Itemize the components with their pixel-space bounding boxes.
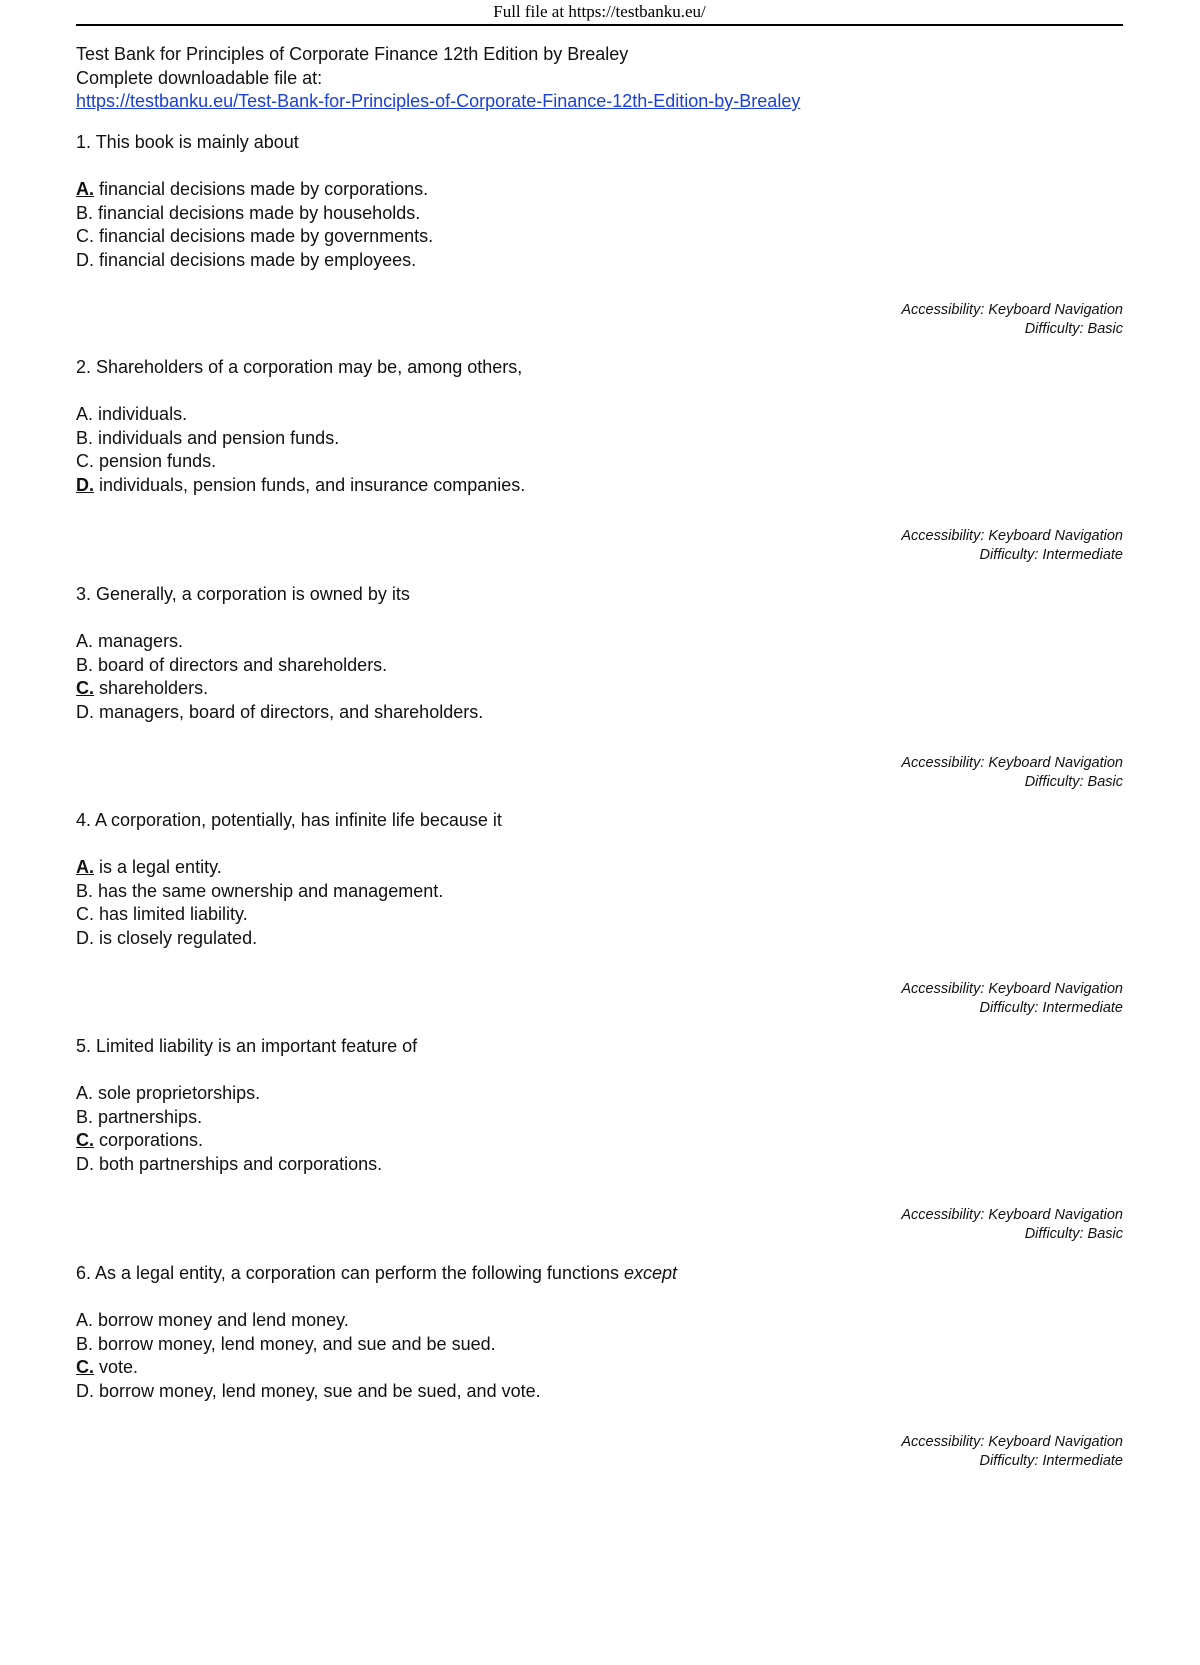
option-c	[76, 1129, 1123, 1153]
question-meta	[623, 527, 1123, 565]
option-c	[76, 677, 1123, 701]
difficulty-label: Difficulty: Intermediate	[979, 547, 1123, 563]
option-letter-correct: A.	[76, 179, 94, 199]
option-text: pension funds.	[94, 451, 217, 471]
question-meta	[623, 301, 1123, 339]
question-stem: 1. This book is mainly about	[76, 132, 299, 152]
option-text: board of directors and shareholders.	[93, 654, 388, 675]
option-text: corporations.	[94, 1130, 204, 1150]
option-c	[76, 903, 1123, 927]
option-text: financial decisions made by corporations.	[94, 179, 429, 199]
question-2	[76, 356, 1123, 563]
question-4	[76, 809, 1123, 1016]
option-text: borrow money and lend money.	[93, 1310, 349, 1330]
option-text: both partnerships and corporations.	[94, 1153, 383, 1174]
answer-options	[76, 1309, 1123, 1403]
option-letter: D.	[76, 1380, 94, 1401]
answer-options	[76, 403, 1123, 497]
option-text: borrow money, lend money, sue and be sued, and vote.	[94, 1380, 541, 1401]
option-a	[76, 403, 1123, 427]
question-stem-text: 6. As a legal entity, a corporation can perform the following functions	[76, 1263, 624, 1283]
option-text: is closely regulated.	[94, 927, 258, 948]
accessibility-label: Accessibility: Keyboard Navigation	[901, 528, 1123, 544]
option-letter: B.	[76, 1333, 94, 1354]
question-stem: 3. Generally, a corporation is owned by its	[76, 584, 410, 604]
question-stem	[76, 1262, 1123, 1286]
option-letter: B.	[76, 1106, 94, 1127]
question-1	[76, 131, 1123, 337]
option-d	[76, 701, 1123, 725]
difficulty-label: Difficulty: Basic	[1024, 1226, 1123, 1242]
option-text: managers.	[93, 631, 184, 651]
question-stem: 5. Limited liability is an important feature of	[76, 1036, 418, 1056]
option-text: individuals and pension funds.	[93, 427, 340, 448]
option-a	[76, 630, 1123, 654]
accessibility-label: Accessibility: Keyboard Navigation	[901, 981, 1123, 997]
option-c	[76, 1356, 1123, 1380]
option-text: partnerships.	[93, 1106, 203, 1127]
answer-options	[76, 630, 1123, 724]
option-text: borrow money, lend money, and sue and be sued.	[93, 1333, 496, 1354]
difficulty-label: Difficulty: Intermediate	[979, 1453, 1123, 1469]
answer-options	[76, 1082, 1123, 1176]
option-letter: D.	[76, 249, 94, 270]
option-letter: B.	[76, 880, 94, 901]
option-b	[76, 654, 1123, 678]
option-text: vote.	[94, 1357, 139, 1377]
option-letter-correct: D.	[76, 474, 94, 495]
option-text: financial decisions made by employees.	[94, 249, 417, 270]
question-meta	[623, 1433, 1123, 1471]
document-intro	[76, 43, 1123, 114]
option-text: has the same ownership and management.	[93, 880, 444, 901]
document-title: Test Bank for Principles of Corporate Finance 12th Edition by Brealey	[76, 44, 629, 64]
option-d	[76, 927, 1123, 951]
option-letter: D.	[76, 701, 94, 722]
question-stem: 2. Shareholders of a corporation may be, among others,	[76, 357, 523, 377]
option-a	[76, 1082, 1123, 1106]
question-6	[76, 1262, 1123, 1469]
option-letter: A.	[76, 1310, 94, 1330]
difficulty-label: Difficulty: Intermediate	[979, 1000, 1123, 1016]
option-letter-correct: A.	[76, 857, 94, 877]
download-link[interactable]: https://testbanku.eu/Test-Bank-for-Principles-of-Corporate-Finance-12th-Edition-by-Brealey	[76, 91, 801, 111]
option-a	[76, 856, 1123, 880]
option-letter: B.	[76, 202, 94, 223]
option-b	[76, 427, 1123, 451]
option-letter: A.	[76, 404, 94, 424]
option-d	[76, 249, 1123, 273]
answer-options	[76, 178, 1123, 272]
option-letter: B.	[76, 654, 94, 675]
option-a	[76, 1309, 1123, 1333]
difficulty-label: Difficulty: Basic	[1024, 774, 1123, 790]
option-text: individuals.	[93, 404, 188, 424]
option-c	[76, 450, 1123, 474]
accessibility-label: Accessibility: Keyboard Navigation	[901, 755, 1123, 771]
answer-options	[76, 856, 1123, 950]
page-header: Full file at https://testbanku.eu/	[76, 0, 1123, 26]
download-label: Complete downloadable file at:	[76, 67, 323, 88]
option-text: individuals, pension funds, and insurance companies.	[94, 474, 526, 495]
option-a	[76, 178, 1123, 202]
option-letter-correct: C.	[76, 678, 94, 698]
option-text: shareholders.	[94, 678, 209, 698]
option-c	[76, 225, 1123, 249]
question-5	[76, 1035, 1123, 1242]
option-letter: C.	[76, 451, 94, 471]
question-meta	[623, 1206, 1123, 1244]
difficulty-label: Difficulty: Basic	[1024, 321, 1123, 337]
option-letter: A.	[76, 1083, 94, 1103]
option-b	[76, 1106, 1123, 1130]
option-letter: A.	[76, 631, 94, 651]
option-text: has limited liability.	[94, 904, 248, 924]
accessibility-label: Accessibility: Keyboard Navigation	[901, 1434, 1123, 1450]
question-meta	[623, 980, 1123, 1018]
option-letter: C.	[76, 904, 94, 924]
accessibility-label: Accessibility: Keyboard Navigation	[901, 302, 1123, 318]
option-b	[76, 1333, 1123, 1357]
option-letter: B.	[76, 427, 94, 448]
option-b	[76, 202, 1123, 226]
option-d	[76, 474, 1123, 498]
option-letter-correct: C.	[76, 1130, 94, 1150]
option-b	[76, 880, 1123, 904]
option-letter: D.	[76, 927, 94, 948]
option-d	[76, 1153, 1123, 1177]
question-meta	[623, 754, 1123, 792]
option-text: sole proprietorships.	[93, 1083, 261, 1103]
option-letter: D.	[76, 1153, 94, 1174]
option-letter-correct: C.	[76, 1357, 94, 1377]
option-d	[76, 1380, 1123, 1404]
option-text: is a legal entity.	[94, 857, 222, 877]
option-letter: C.	[76, 226, 94, 246]
option-text: financial decisions made by governments.	[94, 226, 434, 246]
accessibility-label: Accessibility: Keyboard Navigation	[901, 1207, 1123, 1223]
question-stem-emphasis: except	[623, 1263, 678, 1283]
question-3	[76, 583, 1123, 790]
option-text: financial decisions made by households.	[93, 202, 421, 223]
option-text: managers, board of directors, and shareholders.	[94, 701, 484, 722]
question-stem: 4. A corporation, potentially, has infinite life because it	[76, 810, 502, 830]
